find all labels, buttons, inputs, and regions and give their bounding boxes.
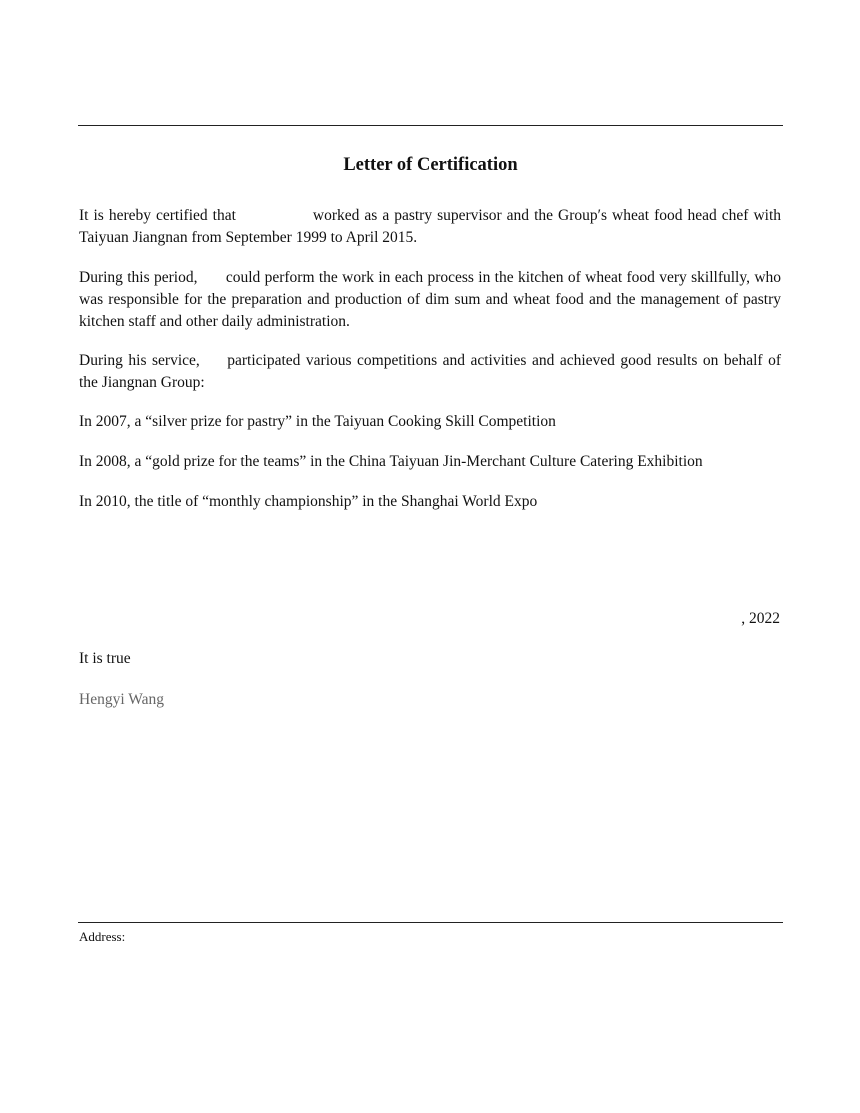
award-item: In 2008, a “gold prize for the teams” in the China Taiyuan Jin-Merchant Culture Catering Exhibition [79, 453, 703, 470]
truncated-signature-line [79, 683, 175, 708]
paragraph-text-after: could perform the work in each process in the kitchen of wheat food very skillfully, who was responsible for the preparation and production of dim sum and wheat food and the management of pastry kitchen staff and other daily administration. [79, 269, 782, 330]
award-item: In 2010, the title of “monthly championship” in the Shanghai World Expo [79, 493, 538, 510]
letter-title: Letter of Certification [343, 155, 518, 175]
paragraph-text-before: During this period, [79, 269, 198, 286]
closing-statement: It is true [79, 650, 131, 667]
letter-date: , 2022 [741, 610, 780, 627]
award-item: In 2007, a “silver prize for pastry” in the Taiyuan Cooking Skill Competition [79, 413, 556, 430]
service-paragraph [79, 350, 781, 394]
header-rule [78, 125, 783, 126]
paragraph-text-before: It is hereby certified that [79, 207, 236, 224]
paragraph-text-after: worked as a pastry supervisor and the Group′s wheat food head chef with Taiyuan Jiangnan from September 1999 to April 2015. [79, 207, 781, 246]
paragraph-text-before: During his service, [79, 352, 200, 369]
paragraph-text-after: participated various competitions and activities and achieved good results on behalf of the Jiangnan Group: [79, 352, 781, 391]
truncated-signature-text: Hengyi Wang [79, 691, 164, 708]
certification-paragraph [79, 205, 781, 249]
address-label: Address: [79, 929, 126, 944]
footer-rule [78, 922, 783, 923]
duties-paragraph [79, 267, 781, 333]
